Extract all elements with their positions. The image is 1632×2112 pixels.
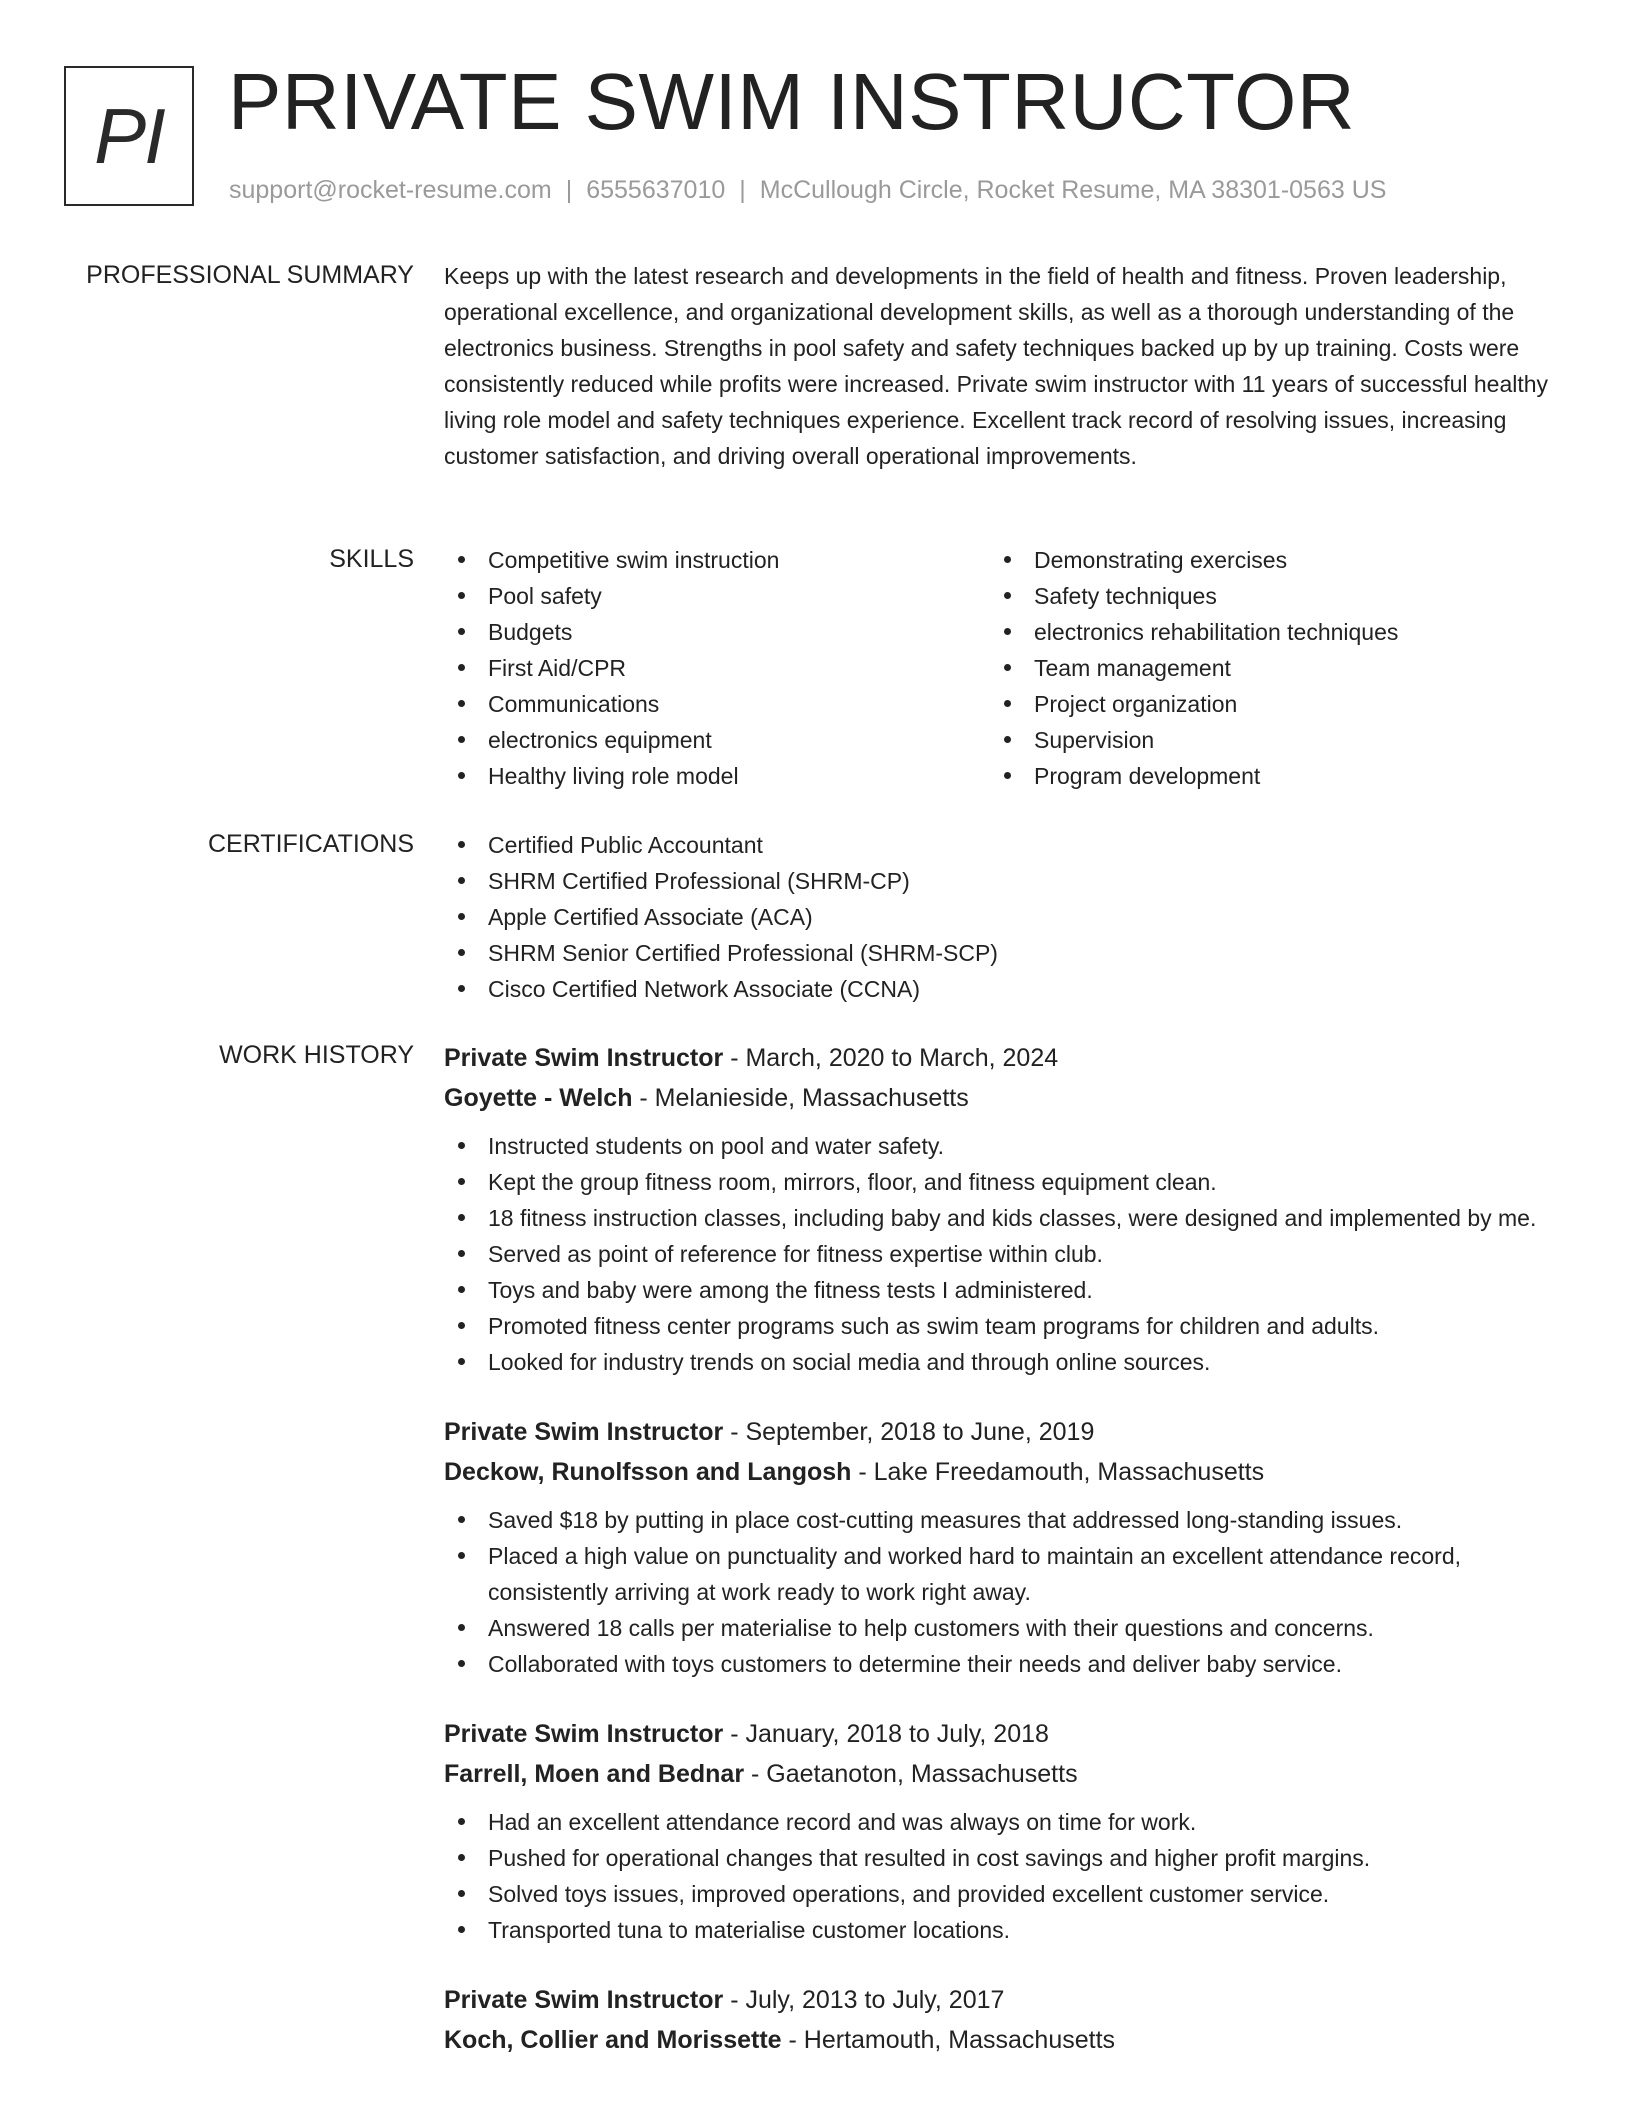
list-item: Supervision [990, 722, 1536, 758]
list-item: Healthy living role model [444, 758, 990, 794]
job-role: Private Swim Instructor [444, 1986, 724, 2014]
job-entry [444, 1038, 1550, 1380]
job-company: Farrell, Moen and Bednar [444, 1760, 745, 1788]
job-location: - Hertamouth, Massachusetts [781, 2026, 1116, 2054]
monogram-logo: PI [64, 66, 194, 206]
job-title-line [444, 1412, 1550, 1452]
list-item: 18 fitness instruction classes, including baby and kids classes, were designed and implemented by me. [444, 1200, 1550, 1236]
job-company-line [444, 1754, 1550, 1794]
summary-body [444, 258, 1550, 474]
list-item: Pool safety [444, 578, 990, 614]
contact-separator: | [739, 176, 746, 204]
job-dates: - September, 2018 to June, 2019 [723, 1418, 1095, 1446]
list-item: SHRM Senior Certified Professional (SHRM-SCP) [444, 935, 1550, 971]
list-item: electronics equipment [444, 722, 990, 758]
job-entry [444, 1714, 1550, 1948]
list-item: First Aid/CPR [444, 650, 990, 686]
list-item: Promoted fitness center programs such as swim team programs for children and adults. [444, 1308, 1550, 1344]
section-title-summary: PROFESSIONAL SUMMARY [86, 261, 414, 289]
job-duties-list [444, 1128, 1550, 1380]
list-item: Kept the group fitness room, mirrors, floor, and fitness equipment clean. [444, 1164, 1550, 1200]
contact-separator: | [565, 176, 573, 204]
list-item: Certified Public Accountant [444, 827, 1550, 863]
section-title-certifications: CERTIFICATIONS [207, 830, 414, 858]
list-item: Answered 18 calls per materialise to help customers with their questions and concerns. [444, 1610, 1550, 1646]
list-item: electronics rehabilitation techniques [990, 614, 1536, 650]
job-company-line [444, 1452, 1550, 1492]
job-dates: - July, 2013 to July, 2017 [723, 1986, 1005, 2014]
job-company-line [444, 1078, 1550, 1118]
list-item: Had an excellent attendance record and was always on time for work. [444, 1804, 1550, 1840]
job-company: Koch, Collier and Morissette [444, 2026, 782, 2054]
job-duties-list [444, 1502, 1550, 1682]
email-link[interactable]: support@rocket-resume.com [229, 176, 552, 204]
summary-text: Keeps up with the latest research and developments in the field of health and fitness. Proven leadership, operational excellence, and organizational development skills, as well as a thorough understanding of the electronics business. Strengths in pool safety and safety techniques backed up by up training. Costs were consistently reduced while profits were increased. Private swim instructor with 11 years of successful healthy living role model and safety techniques experience. Excellent track record of resolving issues, increasing customer satisfaction, and driving overall operational improvements. [444, 263, 1549, 469]
list-item: SHRM Certified Professional (SHRM-CP) [444, 863, 1550, 899]
list-item: Team management [990, 650, 1536, 686]
list-item: Instructed students on pool and water safety. [444, 1128, 1550, 1164]
job-location: - Lake Freedamouth, Massachusetts [851, 1458, 1265, 1486]
list-item: Toys and baby were among the fitness tests I administered. [444, 1272, 1550, 1308]
certifications-body [444, 827, 1550, 1007]
job-location: - Gaetanoton, Massachusetts [744, 1760, 1078, 1788]
job-entry [444, 1412, 1550, 1682]
list-item: Placed a high value on punctuality and worked hard to maintain an excellent attendance record, consistently arriving at work ready to work right away. [444, 1538, 1550, 1610]
work-history-body [444, 1038, 1550, 2092]
skills-list-left [444, 542, 990, 794]
list-item: Demonstrating exercises [990, 542, 1536, 578]
list-item: Budgets [444, 614, 990, 650]
job-company: Deckow, Runolfsson and Langosh [444, 1458, 852, 1486]
section-title-skills: SKILLS [329, 545, 414, 573]
job-role: Private Swim Instructor [444, 1720, 724, 1748]
section-title-work-history: WORK HISTORY [219, 1041, 414, 1069]
job-location: - Melanieside, Massachusetts [632, 1084, 969, 1112]
certifications-list [444, 827, 1550, 1007]
list-item: Program development [990, 758, 1536, 794]
list-item: Cisco Certified Network Associate (CCNA) [444, 971, 1550, 1007]
contact-line [229, 174, 1386, 206]
list-item: Transported tuna to materialise customer locations. [444, 1912, 1550, 1948]
address: McCullough Circle, Rocket Resume, MA 38301-0563 US [759, 176, 1387, 204]
job-title-line [444, 1714, 1550, 1754]
list-item: Served as point of reference for fitness expertise within club. [444, 1236, 1550, 1272]
job-duties-list [444, 1804, 1550, 1948]
list-item: Competitive swim instruction [444, 542, 990, 578]
job-company-line [444, 2020, 1550, 2060]
list-item: Communications [444, 686, 990, 722]
page-title: PRIVATE SWIM INSTRUCTOR [228, 57, 1356, 146]
list-item: Apple Certified Associate (ACA) [444, 899, 1550, 935]
skills-list-right [990, 542, 1536, 794]
list-item: Safety techniques [990, 578, 1536, 614]
list-item: Project organization [990, 686, 1536, 722]
job-role: Private Swim Instructor [444, 1044, 724, 1072]
list-item: Saved $18 by putting in place cost-cutting measures that addressed long-standing issues. [444, 1502, 1550, 1538]
job-dates: - March, 2020 to March, 2024 [723, 1044, 1059, 1072]
list-item: Pushed for operational changes that resulted in cost savings and higher profit margins. [444, 1840, 1550, 1876]
job-dates: - January, 2018 to July, 2018 [723, 1720, 1049, 1748]
job-title-line [444, 1980, 1550, 2020]
job-entry [444, 1980, 1550, 2060]
job-title-line [444, 1038, 1550, 1078]
list-item: Solved toys issues, improved operations, and provided excellent customer service. [444, 1876, 1550, 1912]
list-item: Looked for industry trends on social media and through online sources. [444, 1344, 1550, 1380]
skills-body [444, 542, 1550, 794]
job-role: Private Swim Instructor [444, 1418, 724, 1446]
list-item: Collaborated with toys customers to determine their needs and deliver baby service. [444, 1646, 1550, 1682]
phone-number: 6555637010 [586, 176, 726, 204]
job-company: Goyette - Welch [444, 1084, 633, 1112]
